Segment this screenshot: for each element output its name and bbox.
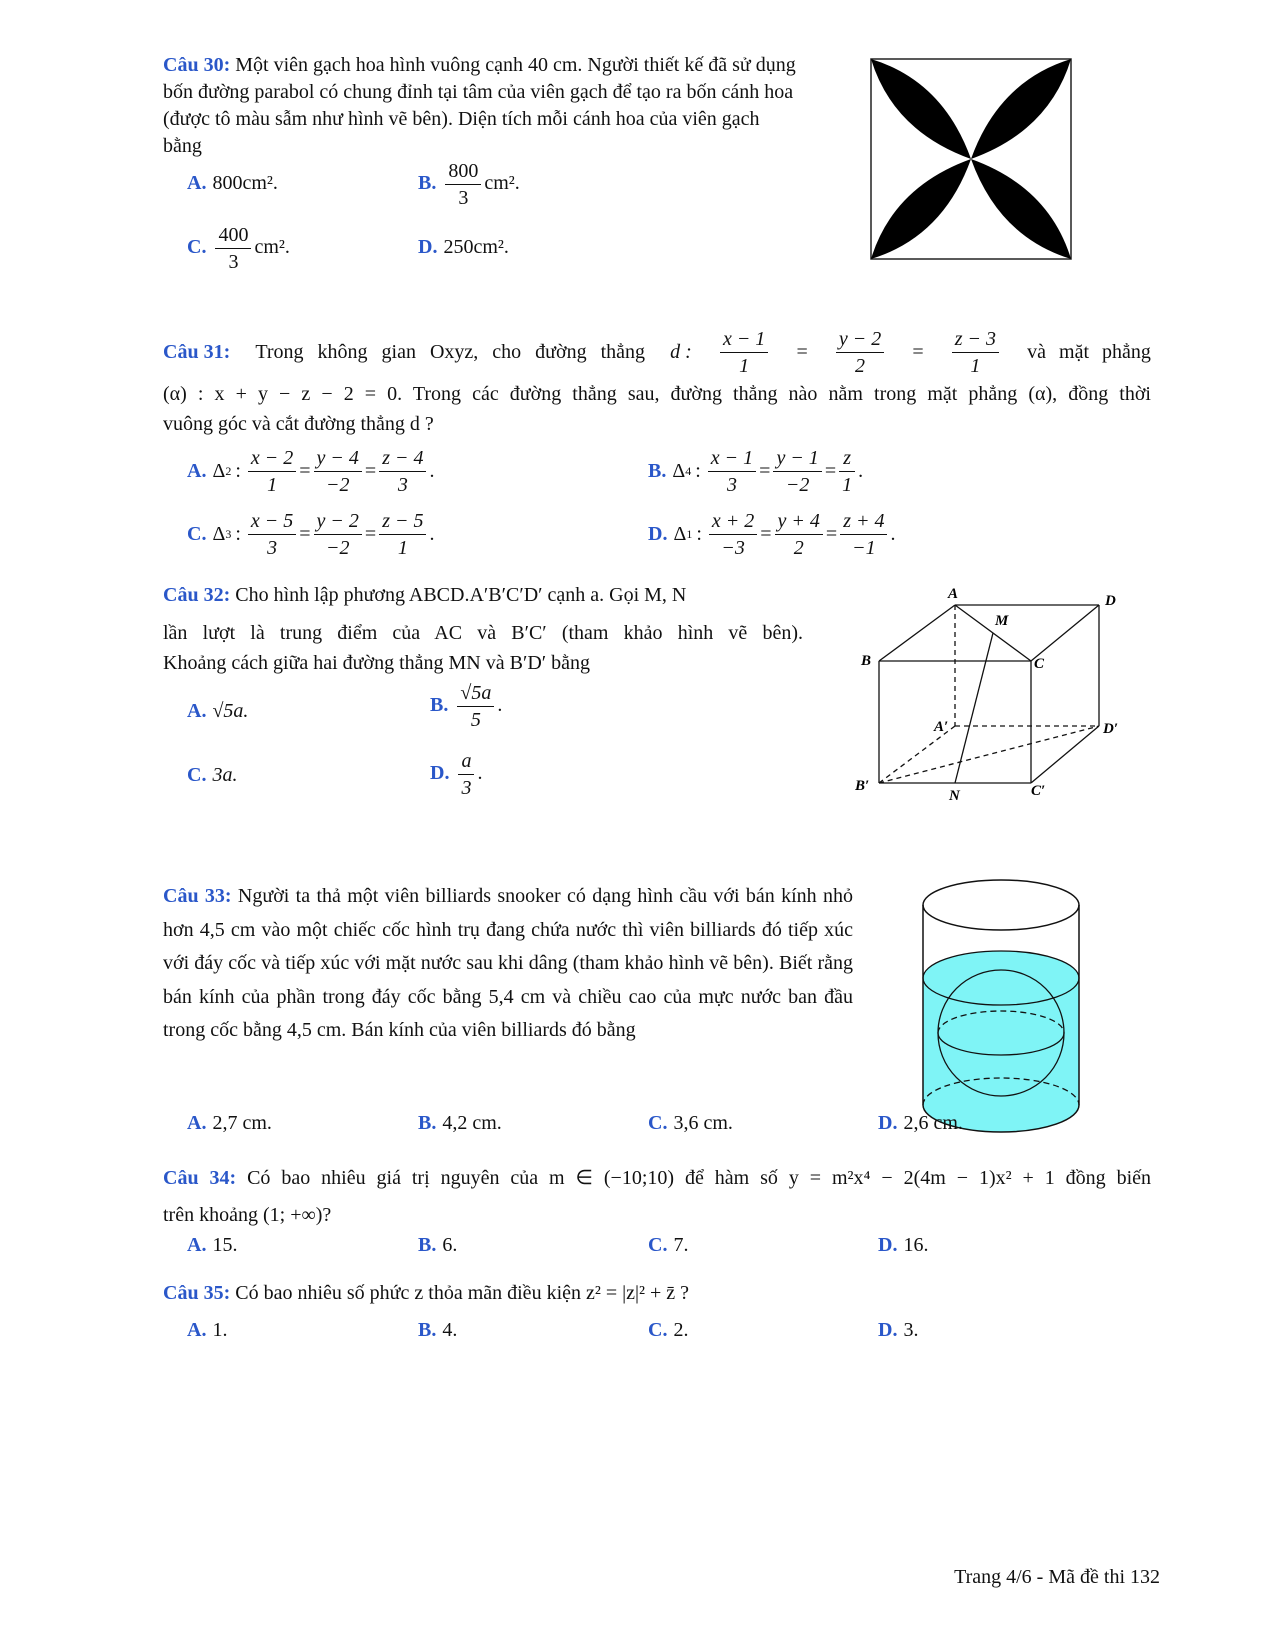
question-30-text: Một viên gạch hoa hình vuông cạnh 40 cm. Người thiết kế đã sử dụng bốn đường parabol có chung đỉnh tại tâm của viên gạch để tạo ra bốn cánh hoa (được tô màu sẫm như hình vẽ bên). Diện tích mỗi cánh hoa của viên gạch bằng — [163, 54, 796, 157]
cube-label-b: B — [861, 653, 872, 669]
q30-option-c[interactable]: C. $\frac{400}{3}$ cm². — [187, 224, 290, 273]
q35-option-a[interactable]: A. 1. — [187, 1319, 228, 1341]
cube-label-m: M — [995, 613, 1009, 629]
question-32-line-1: Câu 32: Cho hình lập phương ABCD.A′B′C′D′ cạnh a. Gọi M, N — [163, 584, 687, 606]
q31-option-d[interactable]: D. Δ 1 : $\frac{x + 2}{-3}$ = $\frac{y + 4}{2}$ = $\frac{z + 4}{-1}$ . — [648, 510, 896, 559]
q33-option-a[interactable]: A. 2,7 cm. — [187, 1112, 272, 1134]
question-33: Câu 33: Người ta thả một viên billiards snooker có dạng hình cầu với bán kính nhỏ hơn 4,5 cm vào một chiếc cốc hình trụ đang chứa nước thì viên billiards đó tiếp xúc với đáy cốc và tiếp xúc với mặt nước sau khi dâng (tham khảo hình vẽ bên). Biết rằng bán kính của phần trong đáy cốc bằng 5,4 cm và chiều cao của mực nước ban đầu trong cốc bằng 4,5 cm. Bán kính của viên billiards đó bằng — [163, 885, 854, 1041]
q35-option-d[interactable]: D. 3. — [878, 1319, 919, 1341]
question-31-line-3: vuông góc và cắt đường thẳng d ? — [163, 413, 434, 435]
q32-option-a[interactable]: A. √5a. — [187, 700, 249, 722]
cube-label-d-prime: D′ — [1103, 721, 1119, 737]
q30-option-a[interactable]: A. 800cm². — [187, 172, 278, 194]
q31-option-a[interactable]: A. Δ 2 : $\frac{x - 2}{1}$ = $\frac{y - 4}{-2}$ = $\frac{z - 4}{3}$ . — [187, 447, 435, 496]
question-34-line-1: Câu 34: Có bao nhiêu giá trị nguyên của m ∈ (−10;10) để hàm số y = m²x⁴ − 2(4m − 1)x² + 1 đồng biến — [163, 1167, 1152, 1189]
q33-option-c[interactable]: C. 3,6 cm. — [648, 1112, 733, 1134]
question-35: Câu 35: Có bao nhiêu số phức z thỏa mãn điều kiện z² = |z|² + z̄ ? — [163, 1282, 690, 1304]
question-30-label: Câu 30: — [163, 54, 231, 76]
q31-option-b[interactable]: B. Δ 4 : $\frac{x - 1}{3}$ = $\frac{y - 1}{-2}$ = $\frac{z}{1}$ . — [648, 447, 864, 496]
q34-option-c[interactable]: C. 7. — [648, 1234, 689, 1256]
q32-option-d[interactable]: D. $\frac{a}{3}$ . — [430, 750, 483, 799]
cube-label-d: D — [1105, 593, 1116, 609]
q35-option-c[interactable]: C. 2. — [648, 1319, 689, 1341]
question-32-line-3: Khoảng cách giữa hai đường thẳng MN và B′D′ bằng — [163, 652, 591, 674]
cube-label-c: C — [1034, 656, 1045, 672]
question-31-line-2: (α) : x + y − z − 2 = 0. Trong các đường thẳng sau, đường thẳng nào nằm trong mặt phẳng (α), đồng thời — [163, 383, 1151, 405]
q34-option-a[interactable]: A. 15. — [187, 1234, 238, 1256]
cube-label-c-prime: C′ — [1031, 783, 1046, 799]
q33-option-d[interactable]: D. 2,6 cm. — [878, 1112, 963, 1134]
cube-figure — [855, 585, 1130, 815]
question-32-line-2: lần lượt là trung điểm của AC và B′C′ (tham khảo hình vẽ bên). — [163, 622, 803, 644]
question-31-line-1: Câu 31: Trong không gian Oxyz, cho đường thẳng d : $\frac{x - 1}{1}$ = $\frac{y - 2}{2}$ = $\frac{z - 3}{1}$ và mặt phẳng — [163, 328, 1151, 377]
cube-label-b-prime: B′ — [855, 778, 870, 794]
q30-option-b[interactable]: B. $\frac{800}{3}$ cm². — [418, 160, 520, 209]
glass-figure — [920, 878, 1085, 1138]
fraction: $\frac{400}{3}$ — [215, 222, 251, 275]
fraction: $\frac{800}{3}$ — [445, 158, 481, 211]
question-34-line-2: trên khoảng (1; +∞)? — [163, 1204, 332, 1226]
q34-option-d[interactable]: D. 16. — [878, 1234, 929, 1256]
q35-option-b[interactable]: B. 4. — [418, 1319, 458, 1341]
q33-option-b[interactable]: B. 4,2 cm. — [418, 1112, 502, 1134]
flower-tile-figure — [868, 56, 1074, 262]
cube-label-a: A — [948, 586, 959, 602]
q32-option-b[interactable]: B. $\frac{√5a}{5}$ . — [430, 682, 503, 731]
q32-option-c[interactable]: C. 3a. — [187, 764, 238, 786]
q34-option-b[interactable]: B. 6. — [418, 1234, 458, 1256]
page-footer: Trang 4/6 - Mã đề thi 132 — [954, 1566, 1160, 1588]
q31-option-c[interactable]: C. Δ 3 : $\frac{x - 5}{3}$ = $\frac{y - 2}{-2}$ = $\frac{z - 5}{1}$ . — [187, 510, 435, 559]
cube-label-n: N — [949, 788, 960, 804]
cube-label-a-prime: A′ — [934, 719, 949, 735]
question-30 — [163, 52, 799, 160]
q30-option-d[interactable]: D. 250cm². — [418, 236, 509, 258]
